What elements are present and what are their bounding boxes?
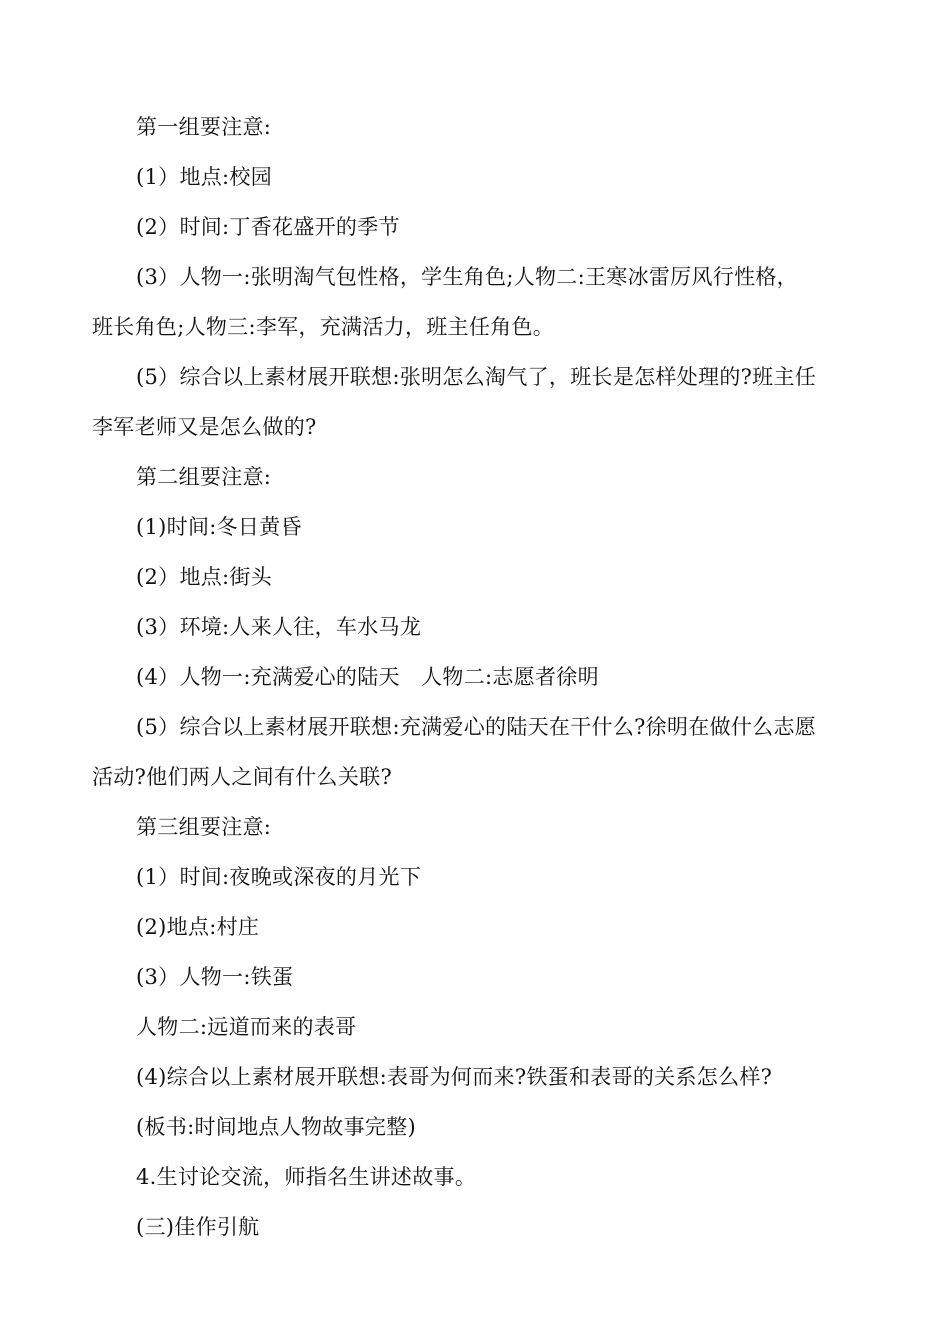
group-two-environment: (3）环境:人来人往，车水马龙 xyxy=(136,615,422,639)
group-three-place: (2)地点:村庄 xyxy=(136,915,260,939)
group-three-time: (1）时间:夜晚或深夜的月光下 xyxy=(136,865,422,889)
group-one-characters: (3）人物一:张明淘气包性格，学生角色;人物二:王寒冰雷厉风行性格， xyxy=(136,265,798,289)
group-three-character-two: 人物二:远道而来的表哥 xyxy=(136,1015,357,1039)
group-three-association: (4)综合以上素材展开联想:表哥为何而来?铁蛋和表哥的关系怎么样? xyxy=(136,1065,773,1089)
group-one-association-cont: 李军老师又是怎么做的? xyxy=(92,415,317,439)
group-one-time: (2）时间:丁香花盛开的季节 xyxy=(136,215,400,239)
group-one-characters-cont: 班长角色;人物三:李军，充满活力，班主任角色。 xyxy=(92,315,555,339)
group-two-place: (2）地点:街头 xyxy=(136,565,273,589)
group-two-time: (1)时间:冬日黄昏 xyxy=(136,515,302,539)
blackboard-note: (板书:时间地点人物故事完整) xyxy=(136,1115,416,1139)
group-one-heading: 第一组要注意: xyxy=(136,115,272,139)
group-two-association-cont: 活动?他们两人之间有什么关联? xyxy=(92,765,393,789)
group-two-association: (5）综合以上素材展开联想:充满爱心的陆天在干什么?徐明在做什么志愿 xyxy=(136,715,817,739)
section-heading: (三)佳作引航 xyxy=(136,1215,260,1239)
group-two-characters: (4）人物一:充满爱心的陆天 人物二:志愿者徐明 xyxy=(136,665,599,689)
group-three-character-one: (3）人物一:铁蛋 xyxy=(136,965,294,989)
group-two-heading: 第二组要注意: xyxy=(136,465,272,489)
discussion-step: 4.生讨论交流，师指名生讲述故事。 xyxy=(136,1165,477,1189)
group-one-place: (1）地点:校园 xyxy=(136,165,273,189)
group-three-heading: 第三组要注意: xyxy=(136,815,272,839)
group-one-association: (5）综合以上素材展开联想:张明怎么淘气了，班长是怎样处理的?班主任 xyxy=(136,365,817,389)
